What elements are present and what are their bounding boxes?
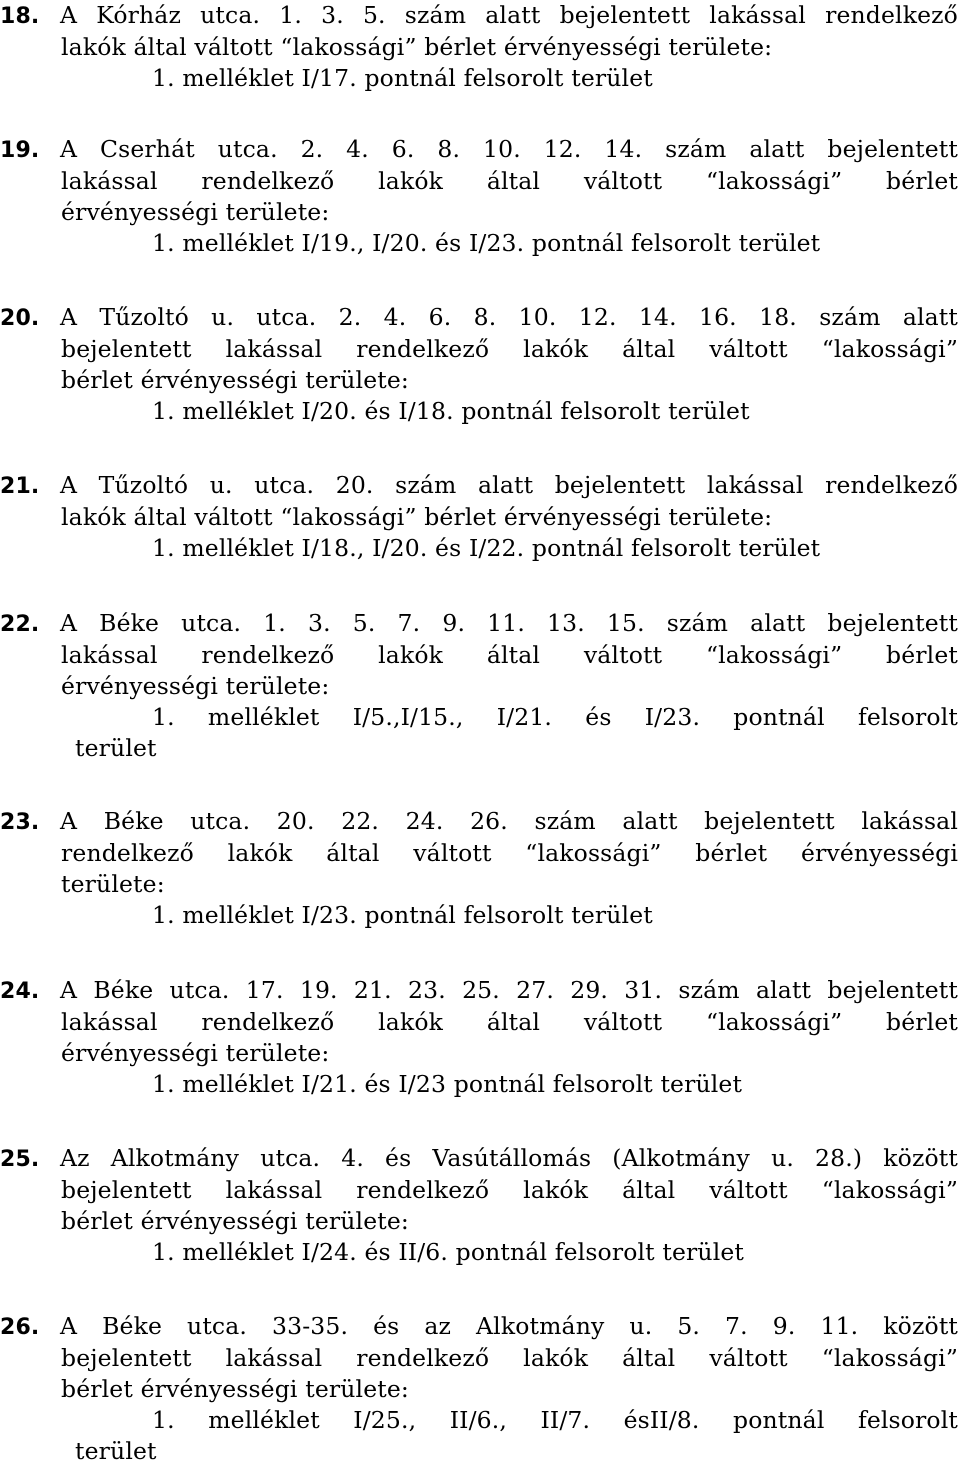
- section-22-reference-cont: terület: [75, 734, 157, 762]
- section-22-number: 22.: [0, 612, 40, 637]
- section-24-number: 24.: [0, 979, 40, 1004]
- section-25: [0, 1143, 958, 1268]
- section-24-line-3: érvényességi területe:: [61, 1039, 330, 1067]
- section-21-line-1: [0, 470, 958, 502]
- section-19-line-1: [0, 134, 958, 166]
- section-19-line-3: érvényességi területe:: [61, 198, 330, 226]
- section-21: [0, 470, 958, 564]
- section-26-number: 26.: [0, 1315, 40, 1340]
- section-23-line-3: területe:: [61, 870, 165, 898]
- section-26-text-1: A Béke utca. 33-35. és az Alkotmány u. 5. 7. 9. 11. között: [60, 1312, 958, 1340]
- section-22-reference: 1. melléklet I/5.,I/15., I/21. és I/23. pontnál felsorolt: [152, 703, 958, 731]
- section-25-line-3: bérlet érvényességi területe:: [61, 1207, 409, 1235]
- section-23-number: 23.: [0, 810, 40, 835]
- section-25-reference: 1. melléklet I/24. és II/6. pontnál felsorolt terület: [152, 1238, 745, 1266]
- section-19-number: 19.: [0, 138, 40, 163]
- section-20-line-3: bérlet érvényességi területe:: [61, 366, 409, 394]
- section-22: [0, 608, 958, 764]
- section-19-line-2: lakással rendelkező lakók által váltott “lakossági” bérlet: [61, 167, 958, 195]
- section-24-line-1: [0, 975, 958, 1007]
- section-21-number: 21.: [0, 474, 40, 499]
- section-18: [0, 0, 958, 94]
- section-18-text-1: A Kórház utca. 1. 3. 5. szám alatt bejelentett lakással rendelkező: [60, 1, 958, 29]
- section-20-number: 20.: [0, 306, 40, 331]
- section-19-reference: 1. melléklet I/19., I/20. és I/23. pontnál felsorolt terület: [152, 229, 821, 257]
- section-24-text-1: A Béke utca. 17. 19. 21. 23. 25. 27. 29. 31. szám alatt bejelentett: [60, 976, 958, 1004]
- section-22-line-1: [0, 608, 958, 640]
- section-25-line-2: bejelentett lakással rendelkező lakók által váltott “lakossági”: [61, 1176, 958, 1204]
- section-23-text-1: A Béke utca. 20. 22. 24. 26. szám alatt bejelentett lakással: [60, 807, 958, 835]
- section-18-reference: 1. melléklet I/17. pontnál felsorolt terület: [152, 64, 653, 92]
- section-23-line-2: rendelkező lakók által váltott “lakossági” bérlet érvényességi: [61, 839, 958, 867]
- section-26: [0, 1311, 958, 1467]
- section-26-reference-cont: terület: [75, 1437, 157, 1465]
- section-19-text-1: A Cserhát utca. 2. 4. 6. 8. 10. 12. 14. szám alatt bejelentett: [60, 135, 958, 163]
- section-23-line-1: [0, 806, 958, 838]
- section-25-number: 25.: [0, 1147, 40, 1172]
- section-26-reference: 1. melléklet I/25., II/6., II/7. ésII/8. pontnál felsorolt: [152, 1406, 958, 1434]
- section-22-line-2: lakással rendelkező lakók által váltott “lakossági” bérlet: [61, 641, 958, 669]
- section-26-line-3: bérlet érvényességi területe:: [61, 1375, 409, 1403]
- section-20-text-1: A Tűzoltó u. utca. 2. 4. 6. 8. 10. 12. 14. 16. 18. szám alatt: [60, 303, 958, 331]
- section-21-text-1: A Tűzoltó u. utca. 20. szám alatt bejelentett lakással rendelkező: [60, 471, 958, 499]
- section-22-text-1: A Béke utca. 1. 3. 5. 7. 9. 11. 13. 15. szám alatt bejelentett: [60, 609, 958, 637]
- section-22-line-3: érvényességi területe:: [61, 672, 330, 700]
- section-23-reference: 1. melléklet I/23. pontnál felsorolt terület: [152, 901, 653, 929]
- section-24: [0, 975, 958, 1100]
- section-25-text-1: Az Alkotmány utca. 4. és Vasútállomás (Alkotmány u. 28.) között: [60, 1144, 958, 1172]
- section-20: [0, 302, 958, 427]
- section-20-line-1: [0, 302, 958, 334]
- section-26-line-2: bejelentett lakással rendelkező lakók által váltott “lakossági”: [61, 1344, 958, 1372]
- section-24-reference: 1. melléklet I/21. és I/23 pontnál felsorolt terület: [152, 1070, 743, 1098]
- section-21-line-2: lakók által váltott “lakossági” bérlet érvényességi területe:: [61, 503, 773, 531]
- section-26-line-1: [0, 1311, 958, 1343]
- section-18-line-2: lakók által váltott “lakossági” bérlet érvényességi területe:: [61, 33, 773, 61]
- section-20-reference: 1. melléklet I/20. és I/18. pontnál felsorolt terület: [152, 397, 750, 425]
- section-25-line-1: [0, 1143, 958, 1175]
- section-18-line-1: [0, 0, 958, 32]
- section-18-number: 18.: [0, 4, 40, 29]
- section-19: [0, 134, 958, 259]
- section-23: [0, 806, 958, 931]
- section-21-reference: 1. melléklet I/18., I/20. és I/22. pontnál felsorolt terület: [152, 534, 821, 562]
- section-20-line-2: bejelentett lakással rendelkező lakók által váltott “lakossági”: [61, 335, 958, 363]
- section-24-line-2: lakással rendelkező lakók által váltott “lakossági” bérlet: [61, 1008, 958, 1036]
